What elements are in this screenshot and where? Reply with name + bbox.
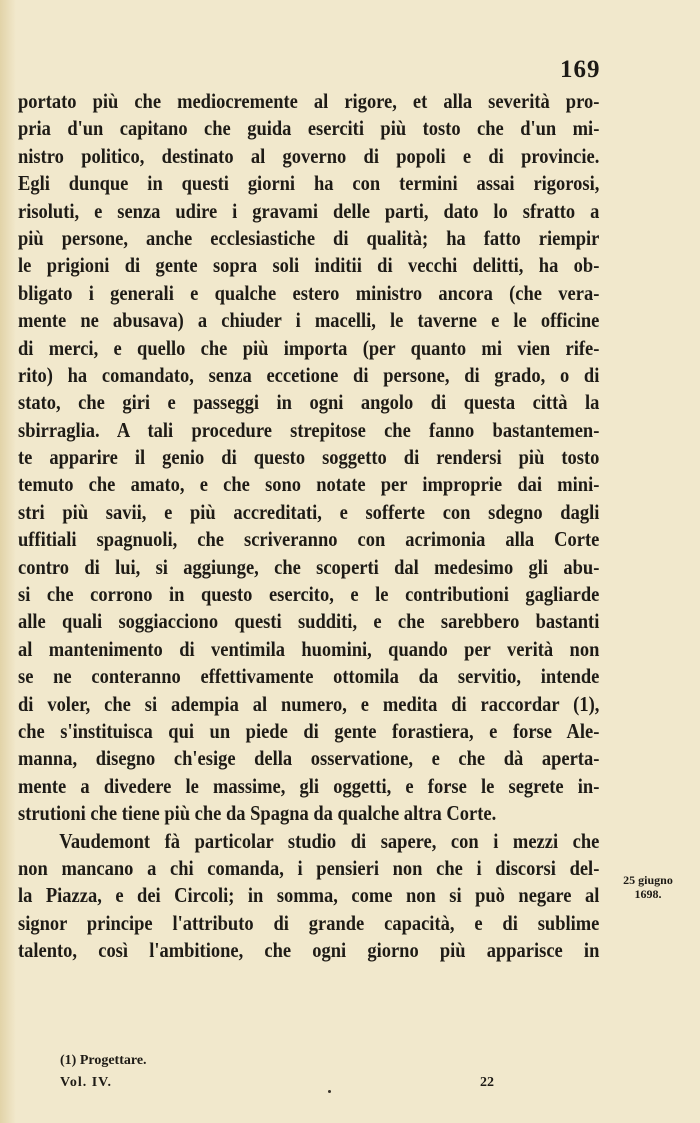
text-line: mente ne abusava) a chiuder i macelli, le taverne e le officine (18, 308, 600, 333)
footnote: (1) Progettare. (60, 1053, 147, 1068)
text-line: di voler, che si adempia al numero, e medita di raccordar (1), (18, 691, 600, 716)
text-line: rito) ha comandato, senza eccetione di persone, di grado, o di (18, 362, 600, 387)
text-line: al mantenimento di ventimila huomini, quando per verità non (18, 636, 600, 661)
text-line: Egli dunque in questi giorni ha con termini assai rigorosi, (18, 171, 600, 196)
page-number: 169 (560, 56, 601, 83)
text-line: se ne conteranno effettivamente ottomila da servitio, intende (18, 664, 600, 689)
text-line: risoluti, e senza udire i gravami delle parti, dato lo sfratto a (18, 198, 600, 223)
text-line: pria d'un capitano che guida eserciti più tosto che d'un mi- (18, 116, 600, 141)
text-line: bligato i generali e qualche estero ministro ancora (che vera- (18, 280, 600, 305)
text-line: mente a divedere le massime, gli oggetti, e forse le segrete in- (18, 773, 600, 798)
text-line: le prigioni di gente sopra soli inditii di vecchi delitti, ha ob- (18, 253, 600, 278)
margin-date-note (606, 873, 690, 901)
body-text (18, 88, 600, 965)
margin-date-year: 1698. (634, 887, 662, 901)
text-line: più persone, anche ecclesiastiche di qualità; ha fatto riempir (18, 225, 600, 250)
text-line: non mancano a chi comanda, i pensieri non che i discorsi del- (18, 855, 600, 880)
text-line: di merci, e quello che più importa (per quanto mi vien rife- (18, 335, 600, 360)
sheet-signature: 22 (480, 1075, 494, 1090)
text-line: te apparire il genio di questo soggetto di rendersi più tosto (18, 445, 600, 470)
text-line: signor principe l'attributo di grande capacità, e di sublime (18, 910, 600, 935)
margin-date-day: 25 giugno (623, 873, 673, 887)
volume-signature: Vol. IV. (60, 1075, 112, 1090)
text-line: strutioni che tiene più che da Spagna da qualche altra Corte. (18, 801, 497, 826)
page-edge-shadow (0, 0, 16, 1123)
text-line: temuto che amato, e che sono notate per improprie dai mini- (18, 472, 600, 497)
text-line: stato, che giri e passeggi in ogni angolo di questa città la (18, 390, 600, 415)
text-line: uffitiali spagnuoli, che scriveranno con acrimonia alla Corte (18, 527, 600, 552)
text-line: Vaudemont fà particolar studio di sapere, con i mezzi che (59, 828, 600, 853)
text-line: sbirraglia. A tali procedure strepitose che fanno bastantemen- (18, 417, 600, 442)
text-line: stri più savii, e più accreditati, e sofferte con sdegno dagli (18, 499, 600, 524)
text-line: talento, così l'ambitione, che ogni giorno più apparisce in (18, 938, 600, 963)
text-line: la Piazza, e dei Circoli; in somma, come non si può negare al (18, 883, 600, 908)
text-line: si che corrono in questo esercito, e le contributioni gagliarde (18, 582, 600, 607)
ink-speck (328, 1090, 331, 1093)
text-line: nistro politico, destinato al governo di popoli e di provincie. (18, 143, 600, 168)
text-line: alle quali soggiacciono questi sudditi, e che sarebbero bastanti (18, 609, 600, 634)
text-line: portato più che mediocremente al rigore, et alla severità pro- (18, 89, 600, 113)
text-line: che s'instituisca qui un piede di gente forastiera, e forse Ale- (18, 718, 600, 743)
text-line: contro di lui, si aggiunge, che scoperti dal medesimo gli abu- (18, 554, 600, 579)
text-line: manna, disegno ch'esige della osservatione, e che dà aperta- (18, 746, 600, 771)
